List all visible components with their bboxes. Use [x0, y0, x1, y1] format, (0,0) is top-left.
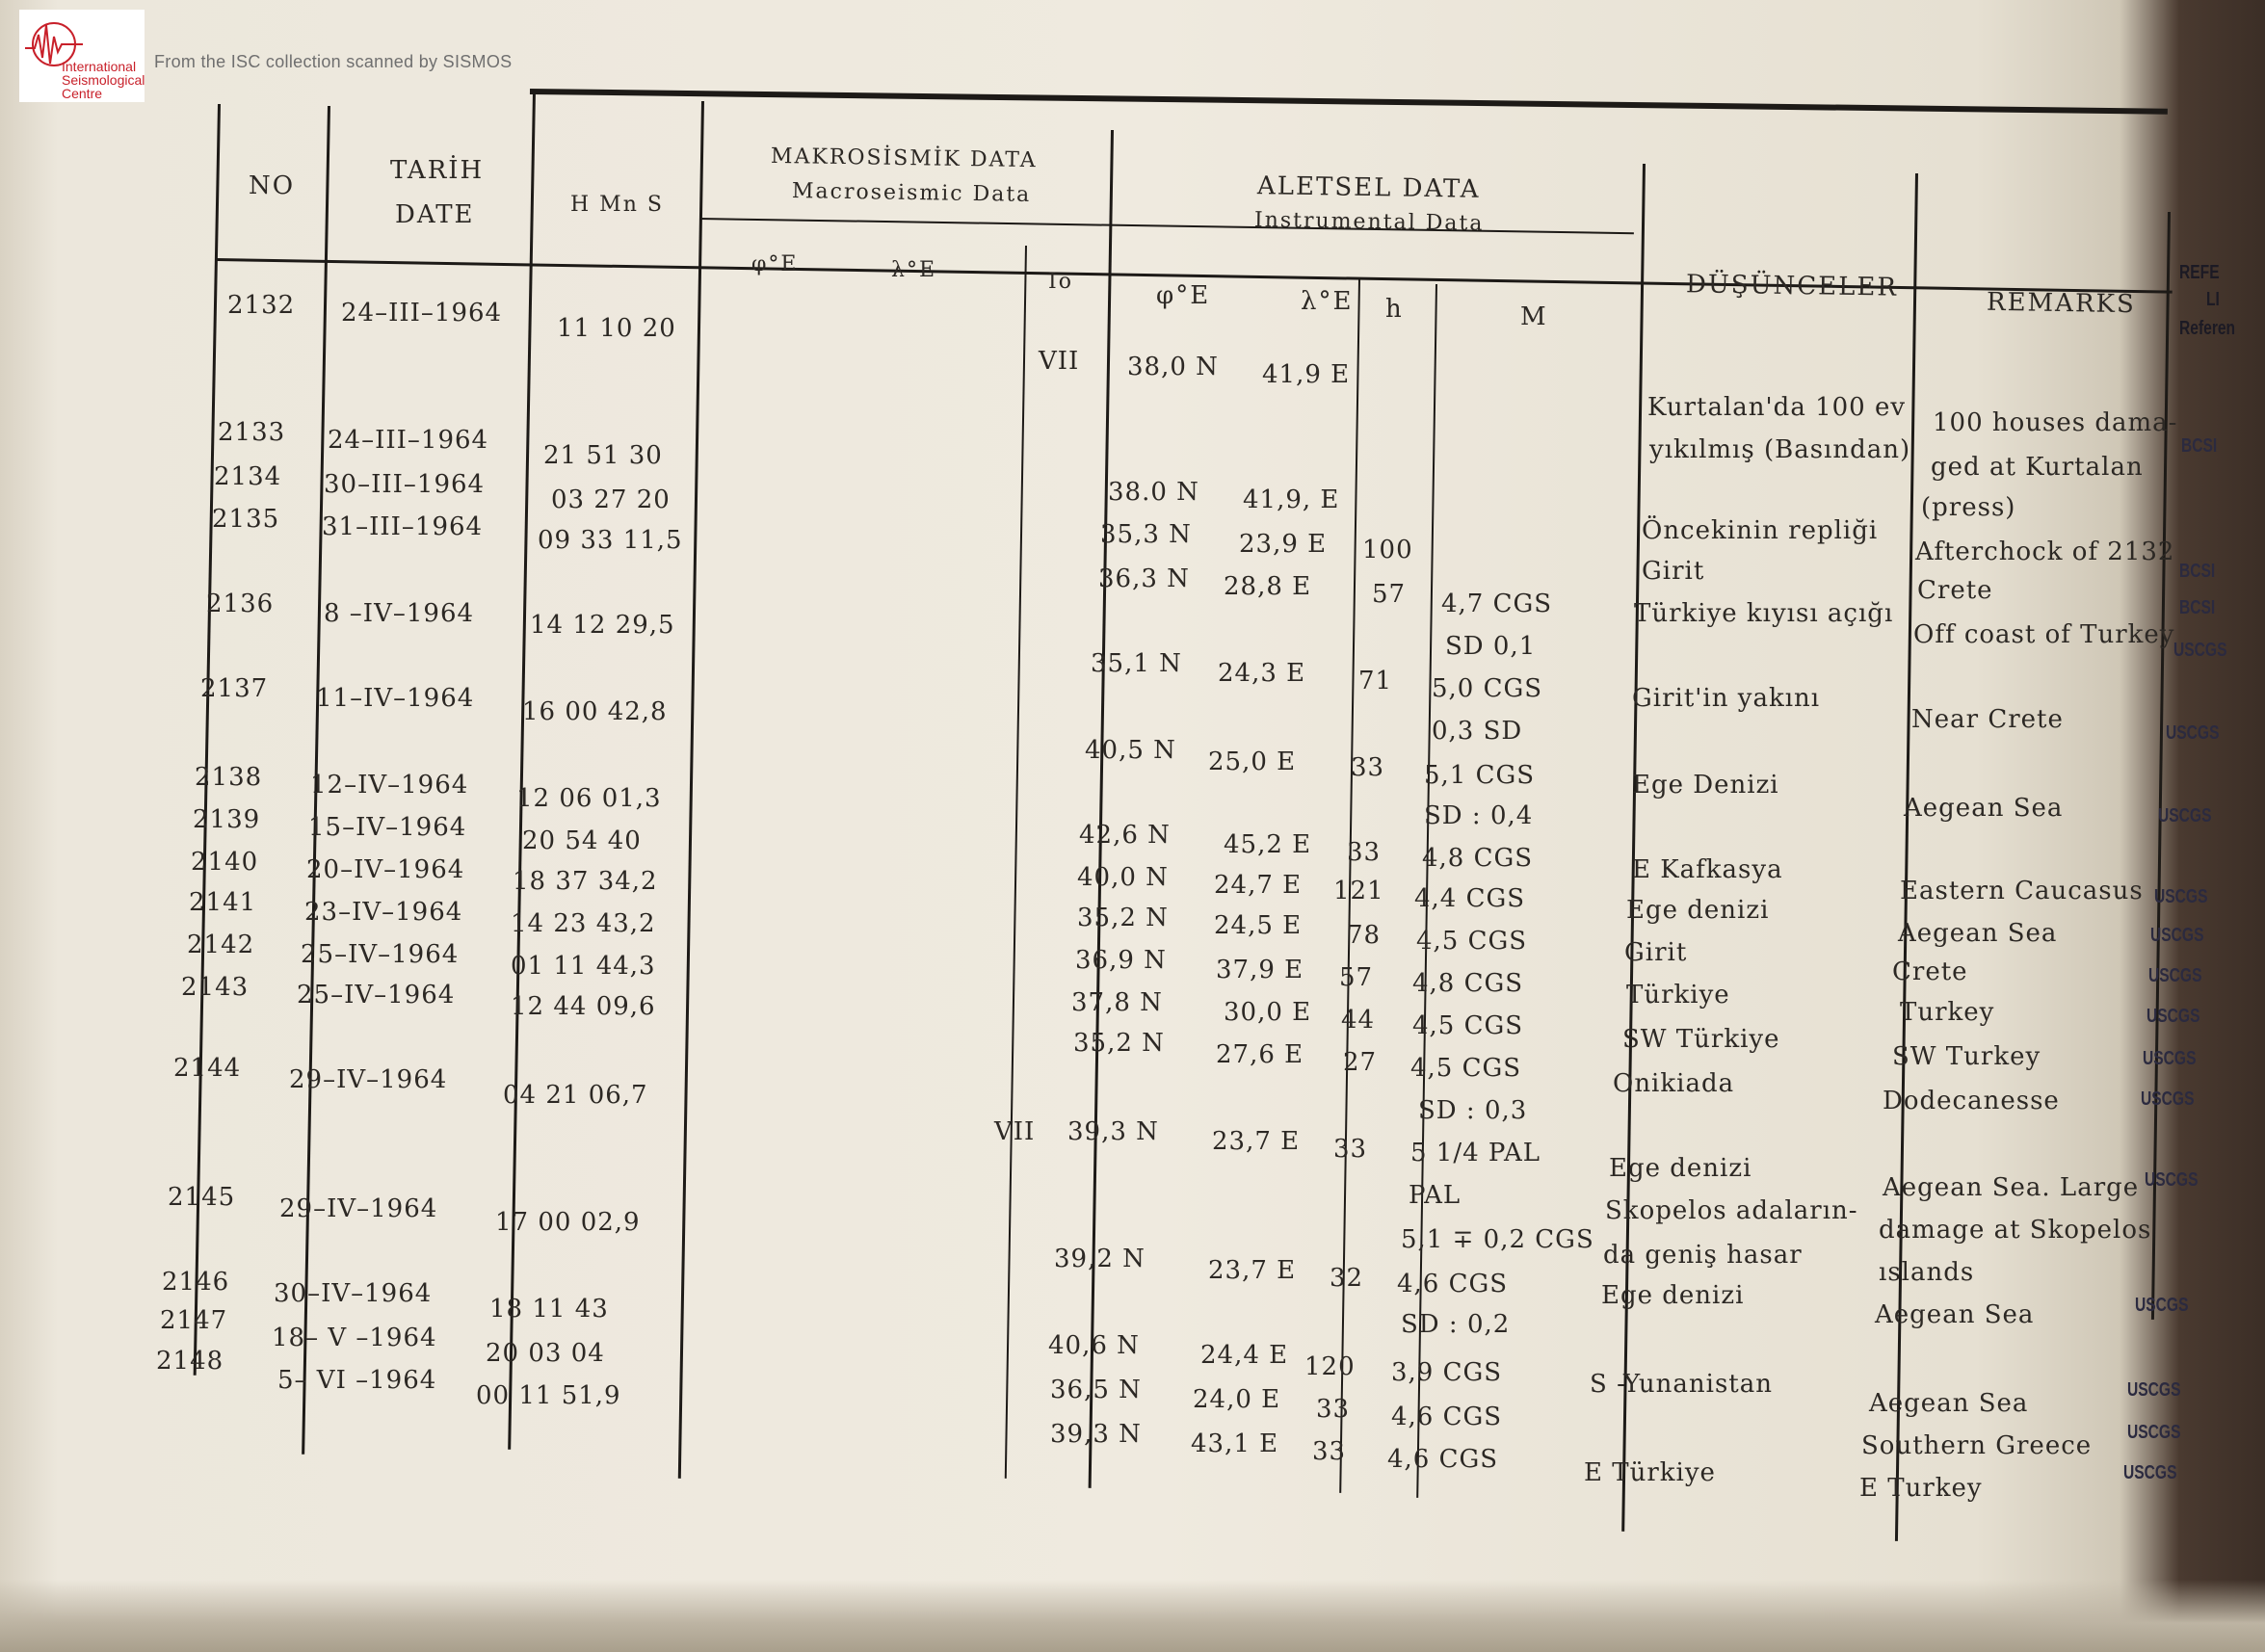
cell-no: 2136 — [206, 590, 275, 618]
cell-ref: USCGS — [2150, 925, 2204, 946]
cell-m: 4,8 CGS — [1412, 969, 1524, 998]
cell-time: 18 37 34,2 — [513, 867, 658, 896]
cell-io: VII — [1039, 347, 1080, 376]
cell-no: 2137 — [200, 674, 269, 703]
cell-lon: 41,9, E — [1243, 485, 1340, 514]
cell-lat: 36,9 N — [1075, 946, 1167, 975]
cell-no: 2142 — [187, 931, 255, 959]
cell-no: 2139 — [193, 805, 261, 834]
cell-time: 21 51 30 — [543, 441, 663, 470]
cell-time: 16 00 42,8 — [522, 697, 668, 726]
cell-remark: Crete — [1892, 957, 1968, 986]
cell-dusunce: E Türkiye — [1584, 1458, 1716, 1487]
cell-io: VII — [994, 1117, 1036, 1146]
cell-lon: 30,0 E — [1224, 998, 1312, 1027]
cell-ref: USCGS — [2127, 1422, 2181, 1443]
cell-h: 121 — [1333, 877, 1384, 905]
header-ref-1: REFE — [2179, 262, 2220, 283]
logo-text — [62, 60, 145, 100]
header-ref-3: Referen — [2179, 318, 2236, 339]
cell-lat: 42,6 N — [1079, 821, 1171, 850]
cell-time: 11 10 20 — [557, 314, 676, 343]
cell-h: 33 — [1316, 1395, 1351, 1424]
cell-no: 2148 — [156, 1347, 224, 1376]
cell-dusunce: Türkiye — [1626, 981, 1730, 1010]
cell-lat: 36,3 N — [1098, 564, 1190, 593]
cell-time: 04 21 06,7 — [503, 1081, 648, 1110]
cell-h: 78 — [1347, 921, 1382, 950]
header-makro-tr: MAKROSİSMİK DATA — [770, 144, 1038, 173]
cell-m: 5,0 CGS — [1432, 674, 1543, 703]
cell-date: 23–IV–1964 — [304, 898, 463, 927]
cell-h: 120 — [1304, 1352, 1356, 1381]
cell-ref: BCSI — [2179, 597, 2216, 618]
cell-remark: SW Turkey — [1892, 1042, 2041, 1071]
cell-h: 32 — [1330, 1264, 1364, 1293]
cell-remark: Dodecanesse — [1883, 1087, 2060, 1115]
cell-no: 2138 — [195, 763, 263, 792]
header-aletsel-tr: ALETSEL DATA — [1256, 171, 1481, 204]
cell-ref: USCGS — [2158, 805, 2212, 826]
header-makro-phi: φ°E — [751, 252, 799, 276]
cell-dusunce: da geniş hasar — [1603, 1241, 1803, 1270]
cell-remark: ged at Kurtalan — [1931, 453, 2144, 482]
logo-line-3: Centre — [62, 86, 103, 101]
cell-m: 5,1 CGS — [1424, 761, 1536, 790]
cell-remark: (press) — [1921, 493, 2016, 522]
cell-lon: 23,7 E — [1212, 1127, 1301, 1156]
cell-m: 4,8 CGS — [1422, 844, 1534, 873]
cell-m: 4,6 CGS — [1397, 1270, 1509, 1298]
header-makro-en: Macroseismic Data — [791, 179, 1032, 207]
cell-date: 5– VI –1964 — [277, 1366, 437, 1395]
cell-remark: Aegean Sea. Large — [1883, 1173, 2140, 1202]
logo-line-2: Seismological — [62, 72, 145, 88]
header-remarks: REMARKS — [1986, 287, 2136, 320]
cell-h: 33 — [1312, 1437, 1347, 1466]
cell-remark: ıslands — [1879, 1258, 1975, 1287]
cell-m: 4,5 CGS — [1412, 1011, 1524, 1040]
cell-date: 20–IV–1964 — [306, 855, 465, 884]
header-aletsel-en: Instrumental Data — [1253, 208, 1485, 236]
cell-no: 2147 — [160, 1306, 228, 1335]
cell-h: 57 — [1372, 580, 1407, 609]
cell-m: SD 0,1 — [1445, 632, 1537, 661]
cell-lat: 39,3 N — [1067, 1117, 1159, 1146]
cell-remark: damage at Skopelos — [1879, 1216, 2152, 1245]
cell-m: 4,5 CGS — [1416, 927, 1528, 956]
cell-lat: 40,0 N — [1077, 863, 1169, 892]
cell-lon: 24,5 E — [1214, 911, 1303, 940]
cell-ref: USCGS — [2141, 1088, 2195, 1110]
cell-time: 20 03 04 — [486, 1339, 605, 1368]
cell-ref: USCGS — [2173, 640, 2227, 661]
cell-lon: 23,9 E — [1239, 530, 1328, 559]
cell-m: 0,3 SD — [1432, 717, 1523, 746]
cell-dusunce: S -Yunanistan — [1590, 1370, 1773, 1399]
cell-dusunce: Ege Denizi — [1632, 771, 1779, 800]
cell-date: 25–IV–1964 — [297, 981, 456, 1010]
cell-h: 27 — [1343, 1048, 1378, 1077]
cell-lat: 35,3 N — [1100, 520, 1192, 549]
cell-remark: Eastern Caucasus — [1900, 877, 2144, 905]
cell-date: 25–IV–1964 — [301, 940, 460, 969]
header-tarih: TARİH — [390, 156, 485, 185]
header-makro-lambda: λ°E — [891, 258, 937, 282]
cell-date: 24–III–1964 — [328, 426, 489, 455]
cell-date: 12–IV–1964 — [310, 771, 469, 800]
cell-dusunce: SW Türkiye — [1622, 1025, 1780, 1054]
scan-credit: From the ISC collection scanned by SISMOS — [154, 52, 513, 71]
cell-date: 15–IV–1964 — [308, 813, 467, 842]
cell-dusunce: Girit — [1624, 938, 1688, 967]
cell-time: 01 11 44,3 — [511, 952, 656, 981]
cell-lon: 24,4 E — [1200, 1341, 1289, 1370]
cell-lat: 40,6 N — [1048, 1331, 1140, 1360]
cell-remark: Aegean Sea — [1869, 1389, 2029, 1418]
cell-lat: 38,0 N — [1127, 353, 1219, 381]
logo-line-1: International — [62, 59, 137, 74]
cell-ref: USCGS — [2154, 886, 2208, 907]
cell-date: 30–IV–1964 — [274, 1279, 433, 1308]
cell-m: 5,1 ∓ 0,2 CGS — [1401, 1225, 1594, 1254]
cell-lon: 45,2 E — [1224, 830, 1312, 859]
cell-date: 11–IV–1964 — [316, 684, 475, 713]
cell-time: 20 54 40 — [522, 826, 642, 855]
cell-h: 71 — [1358, 667, 1393, 695]
cell-m: 4,6 CGS — [1387, 1445, 1499, 1474]
cell-lon: 24,3 E — [1218, 659, 1306, 688]
cell-no: 2135 — [212, 505, 280, 534]
cell-remark: Crete — [1917, 576, 1993, 605]
cell-lon: 23,7 E — [1208, 1256, 1297, 1285]
cell-h: 33 — [1347, 838, 1382, 867]
cell-dusunce: Skopelos adaların- — [1605, 1196, 1858, 1225]
cell-lon: 37,9 E — [1216, 956, 1304, 984]
cell-dusunce: Ege denizi — [1609, 1154, 1752, 1183]
cell-ref: USCGS — [2145, 1169, 2199, 1191]
cell-remark: Near Crete — [1911, 705, 2064, 734]
cell-no: 2144 — [173, 1054, 242, 1083]
cell-time: 12 44 09,6 — [511, 992, 656, 1021]
header-ref-2: LI — [2206, 289, 2220, 310]
cell-lat: 37,8 N — [1071, 988, 1163, 1017]
cell-time: 14 12 29,5 — [530, 611, 675, 640]
cell-lat: 35,2 N — [1073, 1029, 1165, 1058]
cell-m: SD : 0,4 — [1424, 801, 1534, 830]
cell-ref: USCGS — [2143, 1048, 2197, 1069]
header-date: DATE — [395, 200, 475, 229]
cell-lat: 36,5 N — [1050, 1376, 1142, 1404]
cell-no: 2146 — [162, 1268, 230, 1297]
cell-h: 33 — [1333, 1135, 1368, 1164]
cell-dusunce: Öncekinin repliği — [1642, 516, 1879, 545]
cell-lon: 24,0 E — [1193, 1385, 1281, 1414]
cell-no: 2140 — [191, 848, 259, 877]
cell-ref: USCGS — [2146, 1006, 2200, 1027]
cell-no: 2133 — [218, 418, 286, 447]
header-m: M — [1520, 302, 1548, 331]
cell-remark: Turkey — [1900, 998, 1995, 1027]
cell-no: 2143 — [181, 973, 250, 1002]
cell-date: 29–IV–1964 — [279, 1194, 438, 1223]
cell-time: 12 06 01,3 — [516, 784, 662, 813]
cell-date: 31–III–1964 — [322, 512, 484, 541]
cell-ref: USCGS — [2148, 965, 2202, 986]
cell-no: 2134 — [214, 462, 282, 491]
cell-ref: USCGS — [2127, 1379, 2181, 1401]
cell-time: 09 33 11,5 — [538, 526, 683, 555]
header-no: NO — [249, 171, 296, 200]
cell-h: 100 — [1362, 536, 1413, 564]
cell-dusunce: Ege denizi — [1601, 1281, 1745, 1310]
header-h: h — [1385, 295, 1404, 324]
cell-dusunce: Kurtalan'da 100 ev — [1647, 393, 1907, 422]
cell-m: 4,5 CGS — [1410, 1054, 1522, 1083]
header-io: Io — [1048, 270, 1073, 294]
header-lambda: λ°E — [1301, 287, 1354, 316]
cell-ref: BCSI — [2181, 435, 2218, 457]
cell-m: 3,9 CGS — [1391, 1358, 1503, 1387]
cell-dusunce: Ege denizi — [1626, 896, 1770, 925]
cell-h: 57 — [1339, 963, 1374, 992]
cell-h: 44 — [1341, 1006, 1376, 1035]
cell-date: 8 –IV–1964 — [324, 599, 475, 628]
cell-dusunce: Onikiada — [1613, 1069, 1735, 1098]
cell-dusunce: Girit'in yakını — [1632, 684, 1821, 713]
cell-time: 14 23 43,2 — [511, 909, 656, 938]
cell-remark: Afterchock of 2132 — [1915, 538, 2175, 566]
cell-ref: BCSI — [2179, 561, 2216, 582]
cell-no: 2145 — [168, 1183, 236, 1212]
cell-lon: 41,9 E — [1262, 360, 1351, 389]
cell-date: 18– V –1964 — [272, 1324, 437, 1352]
cell-dusunce: E Kafkasya — [1632, 855, 1783, 884]
cell-m: SD : 0,2 — [1401, 1310, 1511, 1339]
cell-remark: Aegean Sea — [1875, 1300, 2035, 1329]
cell-remark: Southern Greece — [1861, 1431, 2093, 1460]
cell-remark: Aegean Sea — [1898, 919, 2058, 948]
cell-lat: 38.0 N — [1108, 478, 1199, 507]
cell-m: 4,6 CGS — [1391, 1403, 1503, 1431]
cell-remark: E Turkey — [1859, 1474, 1983, 1503]
cell-m: 4,7 CGS — [1441, 590, 1553, 618]
isc-logo — [19, 10, 145, 102]
cell-m: SD : 0,3 — [1418, 1096, 1528, 1125]
cell-time: 18 11 43 — [489, 1295, 609, 1324]
cell-m: 4,4 CGS — [1414, 884, 1526, 913]
cell-time: 17 00 02,9 — [495, 1208, 641, 1237]
cell-remark: 100 houses dama- — [1933, 408, 2178, 437]
cell-lat: 39,3 N — [1050, 1420, 1142, 1449]
cell-h: 33 — [1351, 753, 1385, 782]
header-dusunceler: DÜŞÜNCELER — [1685, 270, 1899, 302]
cell-lat: 40,5 N — [1085, 736, 1176, 765]
cell-lat: 35,2 N — [1077, 904, 1169, 932]
cell-ref: USCGS — [2123, 1462, 2177, 1483]
cell-ref: USCGS — [2135, 1295, 2189, 1316]
cell-date: 29–IV–1964 — [289, 1065, 448, 1094]
cell-dusunce: Türkiye kıyısı açığı — [1634, 599, 1894, 628]
cell-date: 30–III–1964 — [324, 470, 486, 499]
cell-remark: Aegean Sea — [1904, 794, 2064, 823]
cell-date: 24–III–1964 — [341, 299, 503, 328]
cell-m: 5 1/4 PAL — [1410, 1139, 1541, 1167]
cell-lon: 27,6 E — [1216, 1040, 1304, 1069]
cell-ref: USCGS — [2166, 722, 2220, 744]
page-bottom-edge — [0, 1580, 2265, 1652]
cell-time: 00 11 51,9 — [476, 1381, 621, 1410]
cell-lat: 39,2 N — [1054, 1245, 1146, 1273]
cell-time: 03 27 20 — [551, 485, 671, 514]
header-hmns: H Mn S — [570, 193, 664, 217]
cell-lat: 35,1 N — [1091, 649, 1182, 678]
cell-lon: 24,7 E — [1214, 871, 1303, 900]
cell-lon: 28,8 E — [1224, 572, 1312, 601]
cell-dusunce: Girit — [1642, 557, 1705, 586]
cell-lon: 43,1 E — [1191, 1429, 1279, 1458]
header-phi: φ°E — [1156, 281, 1211, 310]
cell-m: PAL — [1409, 1181, 1462, 1210]
cell-lon: 25,0 E — [1208, 747, 1297, 776]
cell-no: 2132 — [227, 291, 296, 320]
cell-remark: Off coast of Turkey — [1913, 620, 2175, 649]
cell-dusunce: yıkılmış (Basından) — [1649, 435, 1911, 464]
cell-no: 2141 — [189, 888, 257, 917]
